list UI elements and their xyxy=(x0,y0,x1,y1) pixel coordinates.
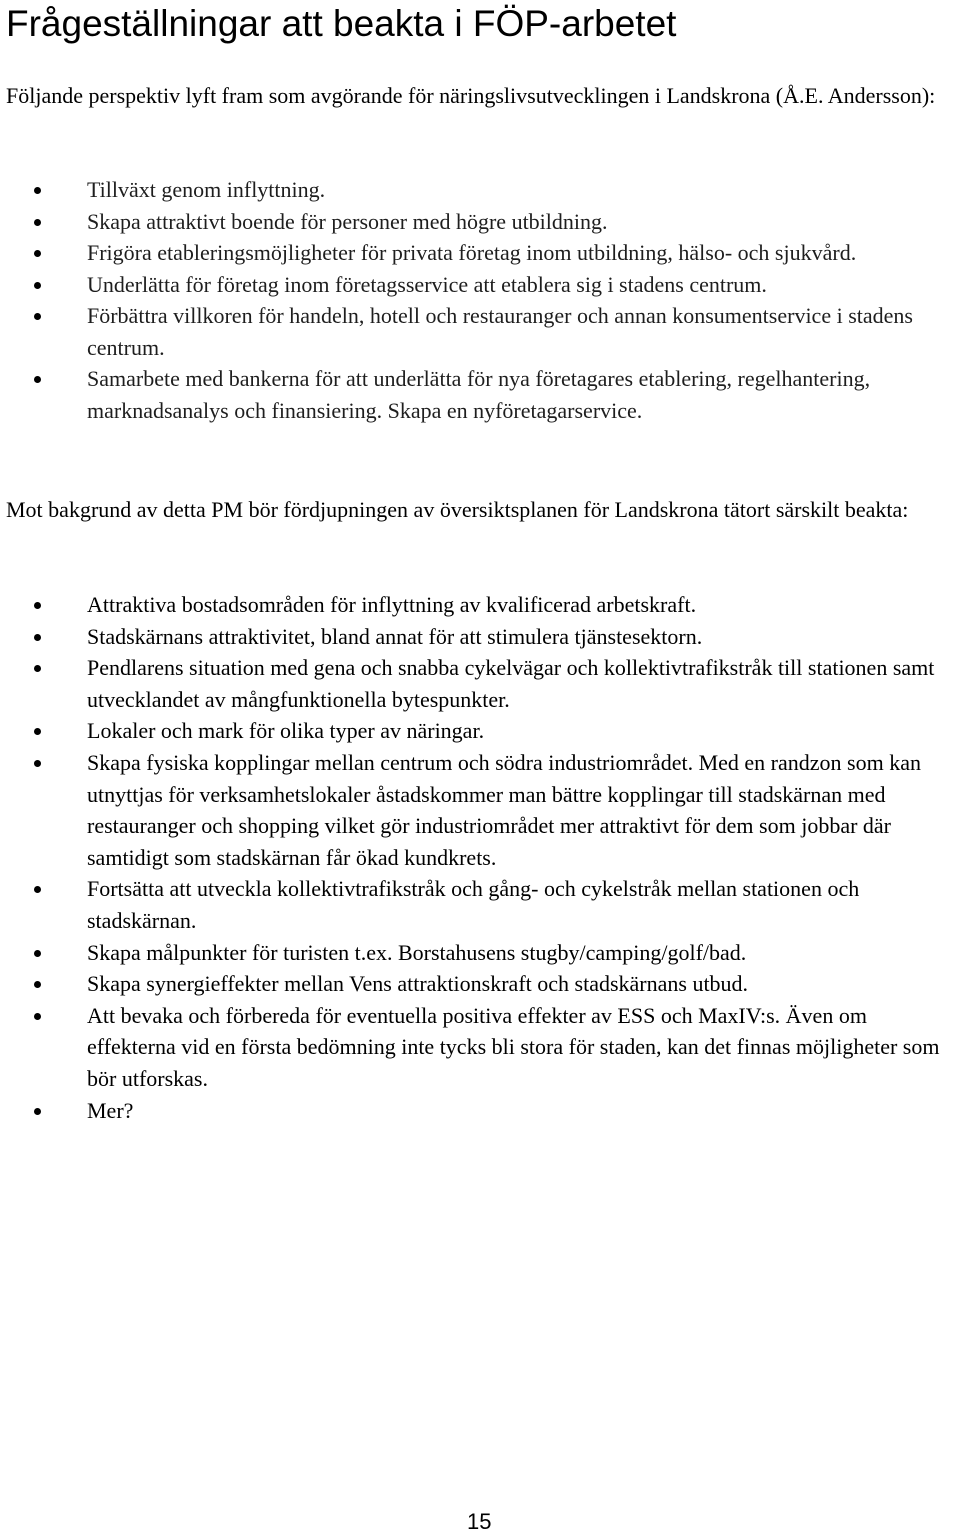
bullet-icon xyxy=(34,219,41,226)
bullet-icon xyxy=(34,886,41,893)
bullet-icon xyxy=(34,665,41,672)
list-item xyxy=(0,873,955,936)
bullet-icon xyxy=(34,728,41,735)
perspectives-list xyxy=(0,174,950,426)
list-item-text: Skapa målpunkter för turisten t.ex. Borstahusens stugby/camping/golf/bad. xyxy=(87,939,747,965)
list-item xyxy=(0,621,955,653)
list-item-text: Fortsätta att utveckla kollektivtrafikstråk och gång- och cykelstråk mellan stationen och stadskärnan. xyxy=(87,876,860,933)
list-item xyxy=(0,715,955,747)
page-number: 15 xyxy=(467,1509,492,1534)
bullet-icon xyxy=(34,376,41,383)
bullet-icon xyxy=(34,187,41,194)
bullet-icon xyxy=(34,282,41,289)
intro-paragraph: Följande perspektiv lyft fram som avgörande för näringslivsutvecklingen i Landskrona (Å.E. Andersson): xyxy=(6,83,936,108)
lead-paragraph: Mot bakgrund av detta PM bör fördjupningen av översiktsplanen för Landskrona tätort särskilt beakta: xyxy=(6,497,909,522)
list-item xyxy=(0,747,955,873)
list-item xyxy=(0,589,955,621)
list-item-text: Skapa attraktivt boende för personer med högre utbildning. xyxy=(87,208,608,234)
bullet-icon xyxy=(34,760,41,767)
list-item-text: Underlätta för företag inom företagsservice att etablera sig i stadens centrum. xyxy=(87,271,767,297)
list-item-text: Förbättra villkoren för handeln, hotell och restauranger och annan konsumentservice i stadens centrum. xyxy=(87,303,913,360)
list-item xyxy=(0,1095,955,1127)
bullet-icon xyxy=(34,950,41,957)
list-item xyxy=(0,300,950,363)
bullet-icon xyxy=(34,602,41,609)
topics-list xyxy=(0,589,955,1126)
list-item-text: Att bevaka och förbereda för eventuella positiva effekter av ESS och MaxIV:s. Även om effekterna vid en första bedömning inte tycks bli stora för staden, kan det finnas möjligheter som bör utforskas. xyxy=(87,1002,940,1091)
bullet-icon xyxy=(34,313,41,320)
bullet-icon xyxy=(34,1108,41,1115)
list-item xyxy=(0,968,955,1000)
list-item-text: Stadskärnans attraktivitet, bland annat för att stimulera tjänstesektorn. xyxy=(87,623,703,649)
list-item xyxy=(0,237,950,269)
list-item xyxy=(0,937,955,969)
list-item xyxy=(0,652,955,715)
bullet-icon xyxy=(34,981,41,988)
list-item xyxy=(0,174,950,206)
list-item-text: Skapa fysiska kopplingar mellan centrum och södra industriområdet. Med en randzon som kan utnyttjas för verksamhetslokaler åstadskommer man bättre kopplingar till stadskärnan med restauranger och shopping vilket gör industriområdet mer attraktivt för dem som jobbar där samtidigt som stadskärnan får ökad kundkrets. xyxy=(87,749,921,870)
bullet-icon xyxy=(34,634,41,641)
list-item-text: Attraktiva bostadsområden för inflyttning av kvalificerad arbetskraft. xyxy=(87,592,697,617)
list-item-text: Tillväxt genom inflyttning. xyxy=(87,177,326,202)
list-item-text: Lokaler och mark för olika typer av näringar. xyxy=(87,718,485,744)
list-item-text: Skapa synergieffekter mellan Vens attraktionskraft och stadskärnans utbud. xyxy=(87,971,749,997)
list-item xyxy=(0,206,950,238)
bullet-icon xyxy=(34,1013,41,1020)
list-item xyxy=(0,363,950,426)
list-item xyxy=(0,1000,955,1095)
page-title: Frågeställningar att beakta i FÖP-arbetet xyxy=(6,3,677,44)
list-item-text: Frigöra etableringsmöjligheter för privata företag inom utbildning, hälso- och sjukvård. xyxy=(87,240,857,265)
list-item-text: Mer? xyxy=(87,1097,134,1123)
list-item xyxy=(0,269,950,301)
bullet-icon xyxy=(34,250,41,257)
list-item-text: Pendlarens situation med gena och snabba cykelvägar och kollektivtrafikstråk till stationen samt utvecklandet av mångfunktionella bytespunkter. xyxy=(87,655,935,712)
list-item-text: Samarbete med bankerna för att underlätta för nya företagares etablering, regelhantering, marknadsanalys och finansiering. Skapa en nyföretagarservice. xyxy=(87,366,871,423)
